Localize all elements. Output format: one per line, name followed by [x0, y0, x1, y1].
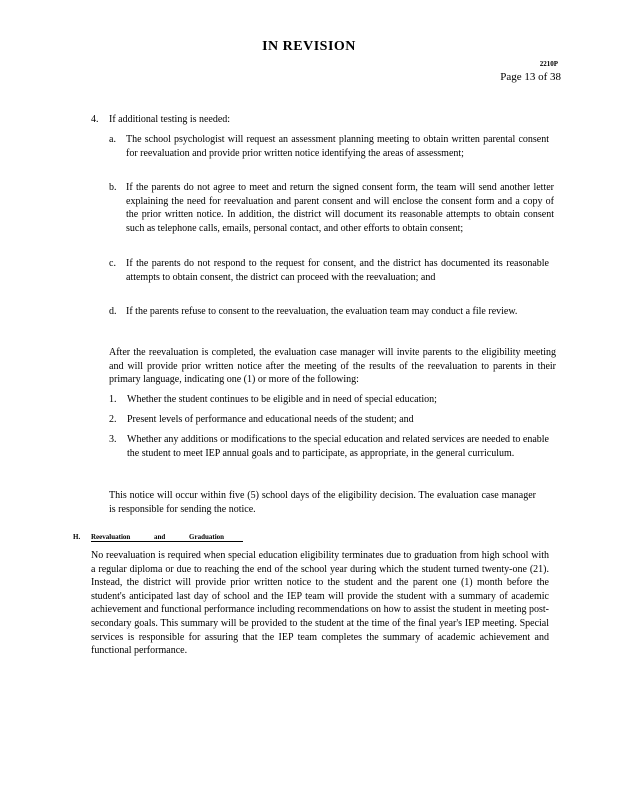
item-text: If additional testing is needed:	[109, 114, 231, 125]
sub-letter: c.	[109, 258, 116, 269]
section-heading: Reevaluation and Graduation	[91, 533, 243, 542]
sub-item-text: The school psychologist will request an assessment planning meeting to obtain written parental consent for reevaluation and provide prior written notice identifying the areas of assessment;	[126, 134, 549, 159]
item-number: 4.	[91, 114, 99, 125]
list-number: 2.	[109, 414, 117, 425]
policy-code: 2210P	[539, 60, 558, 68]
section-body: No reevaluation is required when special education eligibility terminates due to graduation from high school with a regular diploma or due to reaching the end of the school year during which the student turned twenty-one (21). Instead, the district will provide prior written notice to the student and the parent one (1) month before the student's anticipated last day of school and the IEP team will provide the student with a summary of academic achievement and functional performance including recommendations on how to assist the student in meeting post-secondary goals. This summary will be provided to the student at the time of the final year's IEP meeting. Special services is responsible for assuring that the IEP team completes the summary of academic achievement and functional performance.	[91, 550, 549, 657]
sub-item-text: If the parents do not respond to the request for consent, and the district has documented its reasonable attempts to obtain consent, the district can proceed with the reevaluation; and	[126, 258, 549, 283]
list-number: 1.	[109, 394, 117, 405]
section-id: H.	[73, 533, 81, 541]
notice-paragraph: This notice will occur within five (5) school days of the eligibility decision. The evaluation case manager is responsible for sending the notice.	[109, 490, 536, 515]
sub-item-text: If the parents do not agree to meet and return the signed consent form, the team will send another letter explaining the need for reevaluation and parent consent and will enclose the consent form and a copy of the prior written notice. In addition, the district will document its reasonable attempts to obtain consent such as telephone calls, emails, personal contact, and other efforts to obtain consent;	[126, 182, 554, 234]
list-item: Whether any additions or modifications to the special education and related services are needed to enable the student to meet IEP annual goals and to participate, as appropriate, in the general curriculum.	[127, 434, 549, 459]
sub-letter: d.	[109, 306, 117, 317]
after-intro: After the reevaluation is completed, the evaluation case manager will invite parents to the eligibility meeting and will provide prior written notice after the meeting of the results of the reevaluation to parents in their primary language, indicating one (1) or more of the following:	[109, 347, 556, 386]
list-item: Whether the student continues to be eligible and in need of special education;	[127, 394, 437, 405]
sub-letter: b.	[109, 182, 117, 193]
sub-letter: a.	[109, 134, 116, 145]
sub-item-text: If the parents refuse to consent to the reevaluation, the evaluation team may conduct a file review.	[126, 306, 518, 317]
page-title: IN REVISION	[262, 39, 356, 54]
page-number: Page 13 of 38	[500, 71, 561, 83]
list-number: 3.	[109, 434, 117, 445]
list-item: Present levels of performance and educational needs of the student; and	[127, 414, 414, 425]
